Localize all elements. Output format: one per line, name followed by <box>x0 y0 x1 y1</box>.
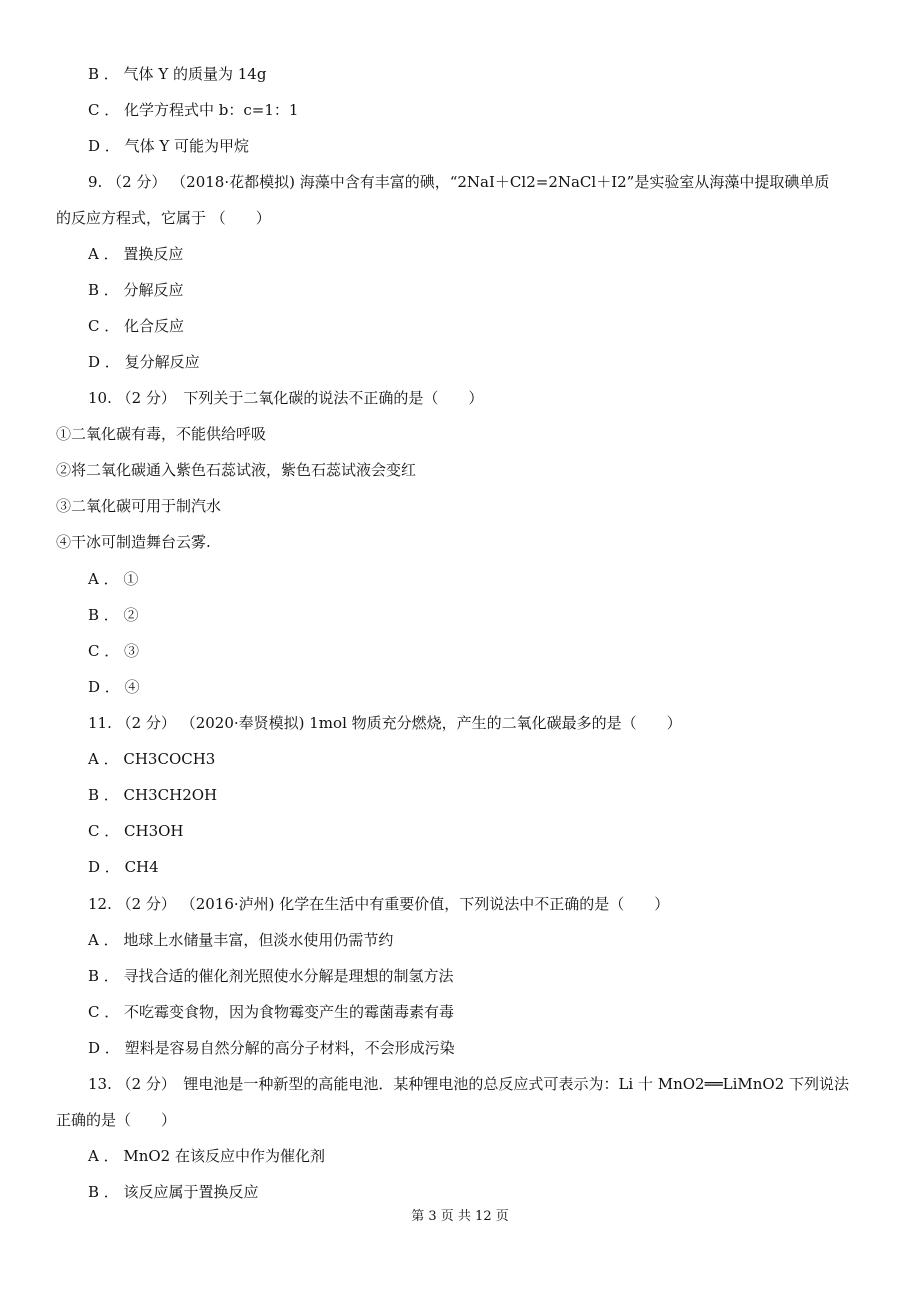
question-9-stem: 9. （2 分） （2018·花都模拟) 海藻中含有丰富的碘，“2NaI＋Cl2=2NaCl＋I2”是实验室从海藻中提取碘单质 <box>88 173 830 191</box>
option-b-q10: B ． ② <box>88 606 139 624</box>
question-10-stem: 10. （2 分） 下列关于二氧化碳的说法不正确的是（ ） <box>88 389 484 407</box>
option-d-q12: D ． 塑料是容易自然分解的高分子材料，不会形成污染 <box>88 1039 455 1057</box>
option-c-q10: C ． ③ <box>88 642 140 660</box>
option-a-q13: A ． MnO2 在该反应中作为催化剂 <box>88 1147 325 1165</box>
option-b-q11: B ． CH3CH2OH <box>88 786 218 804</box>
question-9-stem-cont: 的反应方程式，它属于 （ ） <box>56 209 271 227</box>
option-b-q8: B ． 气体 Y 的质量为 14g <box>88 65 267 83</box>
option-a-q12: A ． 地球上水储量丰富，但淡水使用仍需节约 <box>88 931 394 949</box>
statement-4: ④干冰可制造舞台云雾. <box>56 533 211 551</box>
option-c-q8: C ． 化学方程式中 b：c=1：1 <box>88 101 299 119</box>
option-b-q9: B ． 分解反应 <box>88 281 184 299</box>
option-b-q12: B ． 寻找合适的催化剂光照使水分解是理想的制氢方法 <box>88 967 454 985</box>
option-a-q11: A ． CH3COCH3 <box>88 750 216 768</box>
option-a-q9: A ． 置换反应 <box>88 245 184 263</box>
option-a-q10: A ． ① <box>88 570 139 588</box>
option-b-q13: B ． 该反应属于置换反应 <box>88 1183 259 1201</box>
question-13-stem-cont: 正确的是（ ） <box>56 1111 177 1129</box>
option-d-q8: D ． 气体 Y 可能为甲烷 <box>88 137 250 155</box>
option-d-q11: D ． CH4 <box>88 858 159 876</box>
statement-2: ②将二氧化碳通入紫色石蕊试液，紫色石蕊试液会变红 <box>56 461 417 479</box>
option-d-q10: D ． ④ <box>88 678 140 696</box>
option-c-q11: C ． CH3OH <box>88 822 184 840</box>
question-13-stem: 13. （2 分） 锂电池是一种新型的高能电池．某种锂电池的总反应式可表示为：Li 十 MnO2══LiMnO2 下列说法 <box>88 1075 850 1093</box>
statement-3: ③二氧化碳可用于制汽水 <box>56 497 222 515</box>
option-c-q9: C ． 化合反应 <box>88 317 185 335</box>
option-d-q9: D ． 复分解反应 <box>88 353 200 371</box>
option-c-q12: C ． 不吃霉变食物，因为食物霉变产生的霉菌毒素有毒 <box>88 1003 455 1021</box>
page-footer: 第 3 页 共 12 页 <box>411 1209 509 1224</box>
statement-1: ①二氧化碳有毒，不能供给呼吸 <box>56 425 267 443</box>
question-12-stem: 12. （2 分） （2016·泸州) 化学在生活中有重要价值，下列说法中不正确的是（ ） <box>88 895 670 913</box>
question-11-stem: 11. （2 分） （2020·奉贤模拟) 1mol 物质充分燃烧，产生的二氧化碳最多的是（ ） <box>88 714 682 732</box>
